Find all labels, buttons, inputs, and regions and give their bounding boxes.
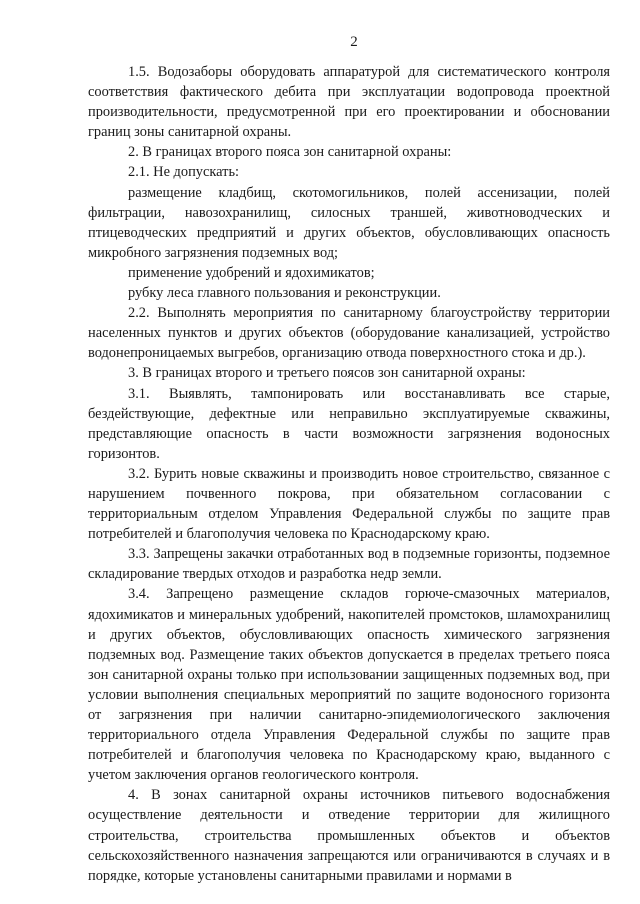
paragraph-4: 4. В зонах санитарной охраны источников питьевого водоснабжения осуществление деятельности и отведение территории для жилищного строительства, строительства промышленных объектов и объектов сельскохозяйственного назначения запрещаются или ограничиваются в случаях и в порядке, которые установлены санитарными правилами и нормами в <box>88 787 610 884</box>
paragraph-3-4: 3.4. Запрещено размещение складов горюче-смазочных материалов, ядохимикатов и минеральных удобрений, накопителей промстоков, шламохранилищ и других объектов, обусловливающих опасность химического загрязнения подземных вод. Размещение таких объектов допускается в пределах третьего пояса зон санитарной охраны только при использовании защищенных подземных вод, при условии выполнения специальных мероприятий по защите водоносного горизонта от загрязнения при наличии санитарно-эпидемиологического заключения территориального отдела Управления Федеральной службы по защите прав потребителей и благополучия человека по Краснодарскому краю, выданного с учетом заключения органов геологического контроля. <box>88 586 610 784</box>
paragraph-3-3: 3.3. Запрещены закачки отработанных вод в подземные горизонты, подземное складирование твердых отходов и разработка недр земли. <box>88 546 610 583</box>
paragraph-3-2: 3.2. Бурить новые скважины и производить новое строительство, связанное с нарушением почвенного покрова, при обязательном согласовании с территориальным отделом Управления Федеральной службы по защите прав потребителей и благополучия человека по Краснодарскому краю. <box>88 465 610 543</box>
document-body <box>88 62 610 886</box>
document-page <box>88 30 610 886</box>
paragraph-2-1: 2.1. Не допускать: <box>128 164 240 181</box>
page-number: 2 <box>350 34 358 50</box>
paragraph-2-1-item-placement: размещение кладбищ, скотомогильников, полей ассенизации, полей фильтрации, навозохранилищ, силосных траншей, животноводческих и птицеводческих предприятий и других объектов, обусловливающих опасность микробного загрязнения подземных вод; <box>88 184 610 261</box>
paragraph-2-1-item-fertilizers: применение удобрений и ядохимикатов; <box>128 264 375 281</box>
paragraph-2: 2. В границах второго пояса зон санитарной охраны: <box>128 144 452 161</box>
paragraph-2-1-item-logging: рубку леса главного пользования и реконструкции. <box>128 285 441 302</box>
paragraph-1-5: 1.5. Водозаборы оборудовать аппаратурой для систематического контроля соответствия фактического дебита при эксплуатации водопровода проектной производительности, предусмотренной при его проектировании и обосновании границ зоны санитарной охраны. <box>88 64 610 141</box>
paragraph-3: 3. В границах второго и третьего поясов зон санитарной охраны: <box>128 365 526 382</box>
paragraph-2-2: 2.2. Выполнять мероприятия по санитарному благоустройству территории населенных пунктов и других объектов (оборудование канализацией, устройство водонепроницаемых выгребов, организацию отвода поверхностного стока и др.). <box>88 305 610 362</box>
paragraph-3-1: 3.1. Выявлять, тампонировать или восстанавливать все старые, бездействующие, дефектные или неправильно эксплуатируемые скважины, представляющие опасность в части возможности загрязнения водоносных горизонтов. <box>88 385 610 462</box>
